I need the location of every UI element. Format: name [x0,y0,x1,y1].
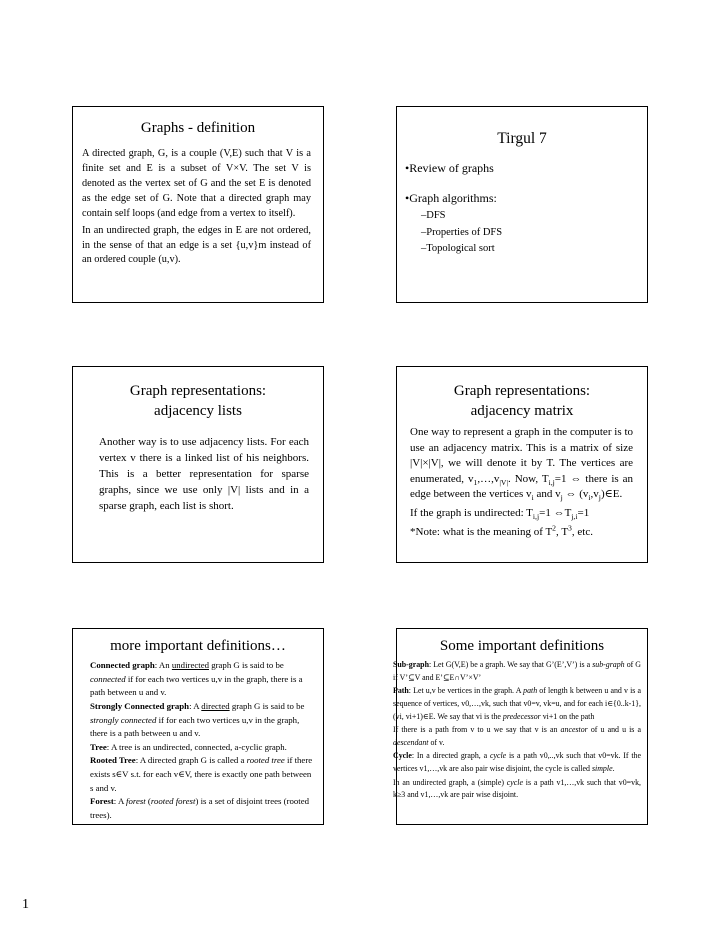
sub-bullet-item: –DFS [421,210,446,222]
definition: If there is a path from v to u we say that v is an ancestor of u and u is a descendant of v. [393,725,641,747]
slide-graphs-definition [72,106,324,303]
definition: Connected graph: An undirected graph G is said to be connected if for each two vertices u,v in the graph, there is a path between u and v. [90,660,303,698]
slide-adjacency-matrix [396,366,648,563]
definition: Sub-graph: Let G(V,E) be a graph. We say that G’(E’,V’) is a sub-graph of G if V’⊆V and E’⊆E∩V’×V’ [393,660,642,682]
paragraph: In an undirected graph, the edges in E are not ordered, in the sense of that an edge is a set {u,v}m instead of an ordered couple (u,v). [82,224,311,266]
slide-title: Some important definitions [439,638,605,654]
slide-more-definitions [72,628,324,825]
definition: Strongly Connected graph: A directed graph G is said to be strongly connected if for each two vertices u,v in the graph, there is a path between u and v. [90,700,305,739]
sub-bullet-item: –Properties of DFS [421,226,503,238]
definition: Path: Let u,v be vertices in the graph. A path of length k between u and v is a sequence of vertices, v0,…,vk, such that v0=v, vk=u, and for each i∈{0..k-1}, (vi, vi+1)∈E. We say that vi is the predecessor vi+1 on the path [393,686,641,721]
definition: Cycle: In a directed graph, a cycle is a path v0,..,vk such that v0=vk. If the vertices v1,…,vk are also pair wise disjoint, the cycle is called simple. [393,751,641,774]
paragraph: Another way is to use adjacency lists. For each vertex v there is a linked list of his neighbors. This is a better representation for sparse graphs, since we use only |V| lists and in a sparse graph, each list is short. [99,436,309,512]
paragraph: *Note: what is the meaning of $T^2$, $T^3$, etc. [410,523,593,538]
page-number: 1 [22,897,29,912]
slide-adjacency-lists [72,366,324,563]
title-line: Graph representations: [453,383,591,399]
paragraph: If the graph is undirected: $T_{i,j}=1$ $\Leftrightarrow T_{j,i}=1$ [410,507,590,522]
slide-body [90,659,313,823]
slide-title: Tirgul 7 [497,130,547,147]
bullet-item: •Review of graphs [405,161,494,175]
paragraph: A directed graph, G, is a couple (V,E) such that V is a finite set and E is a subset of V×V. The set V is denoted as the vertex set of G and the set E is denoted as the edge set of G. Note that a directed graph may contain self loops (and edge from a vertex to itself). [82,148,311,219]
title-line: Graph representations: [129,383,267,399]
slide-some-definitions [393,628,648,825]
definition: Tree: A tree is an undirected, connected, a-cyclic graph. [90,741,287,752]
slide-title: more important definitions… [110,638,286,654]
slide-body [393,659,641,802]
paragraph: One way to represent a graph in the computer is to use an adjacency matrix. This is a matrix of size |V|×|V|, we will denote it by T. The vertices are enumerated, $v_1,\dots,v_{|V|}$. Now, $T_{i,j}=1$ ⇔ there is an edge between the vertices $v_i$ and $v_j$ ⇔ $(v_i,v_j)\in E$. [410,426,633,503]
slide-title: Graphs - definition [140,120,256,136]
slide-tirgul-7 [396,106,648,303]
bullet-list [405,161,502,256]
slide-body [82,147,311,268]
slide-body [99,435,309,515]
title-line: adjacency lists [154,402,242,419]
sub-bullet-item: –Topological sort [421,243,495,255]
bullet-item: •Graph algorithms: [405,190,497,205]
definition: Forest: A forest (rooted forest) is a set of disjoint trees (rooted trees). [90,796,310,820]
slide-title [397,382,647,421]
title-line: adjacency matrix [470,402,574,419]
definition: In an undirected graph, a (simple) cycle is a path v1,…,vk such that v0=vk, k≥3 and v1,…,vk are pair wise disjoint. [393,777,641,800]
slide-title [73,382,323,421]
definition: Rooted Tree: A directed graph G is called a rooted tree if there exists s∈V s.t. for each v∈V, there is exactly one path between s and v. [90,755,313,793]
slide-body [410,425,633,540]
